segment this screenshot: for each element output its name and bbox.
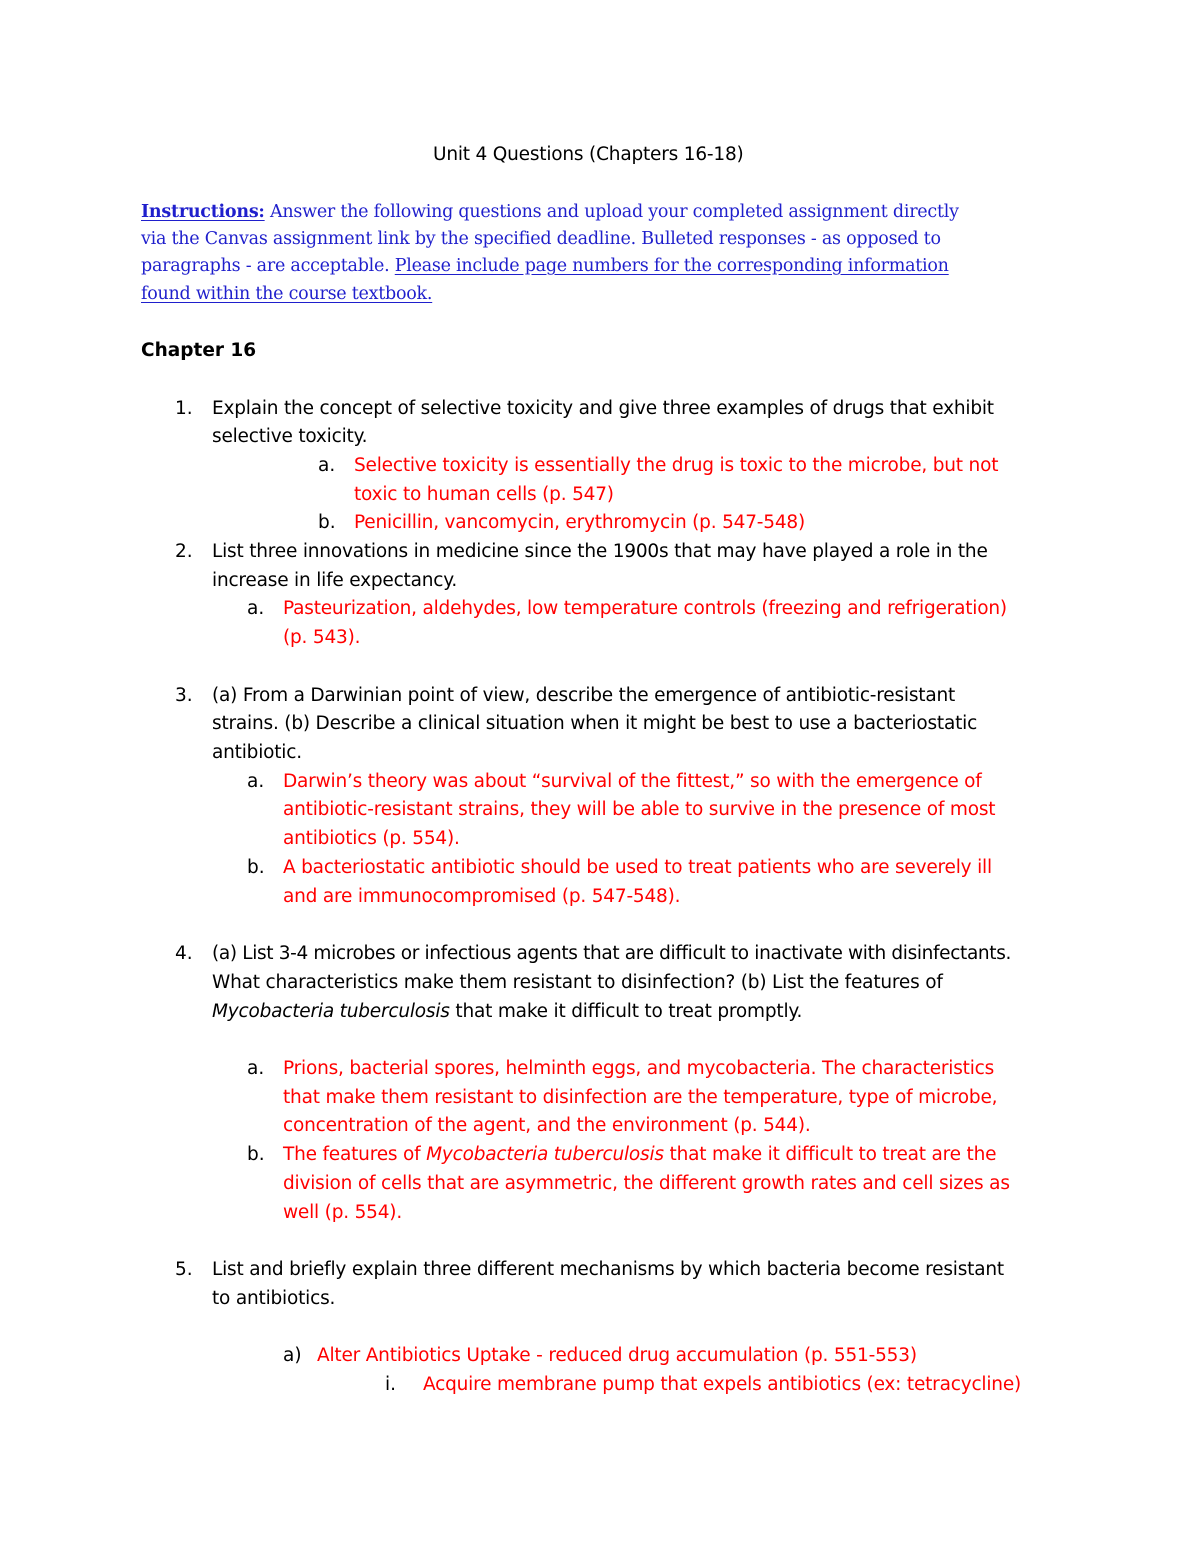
- answer-marker: b.: [247, 1144, 265, 1165]
- answer-text: antibiotics (p. 554).: [283, 828, 460, 849]
- answer-text: (p. 543).: [283, 627, 361, 648]
- answer-text: toxic to human cells (p. 547): [354, 484, 614, 505]
- answer-text: well (p. 554).: [283, 1202, 403, 1223]
- answer-text: antibiotic-resistant strains, they will be able to survive in the presence of most: [283, 799, 996, 820]
- chapter-heading: Chapter 16: [141, 340, 257, 361]
- answer-text: Acquire membrane pump that expels antibiotics (ex: tetracycline): [423, 1374, 1022, 1395]
- instructions-line-3: [141, 256, 949, 276]
- answer-text: Selective toxicity is essentially the drug is toxic to the microbe, but not: [354, 455, 999, 476]
- instructions-line-2: via the Canvas assignment link by the specified deadline. Bulleted responses - as opposed to: [141, 229, 941, 249]
- answer-text: Prions, bacterial spores, helminth eggs, and mycobacteria. The characteristics: [283, 1058, 995, 1079]
- question-number: 3.: [175, 685, 193, 706]
- answer-text: A bacteriostatic antibiotic should be used to treat patients who are severely ill: [283, 857, 992, 878]
- instructions-text: Answer the following questions and upload your completed assignment directly: [264, 202, 959, 222]
- answer-marker: a.: [247, 1058, 265, 1079]
- instructions-text: paragraphs - are acceptable.: [141, 256, 395, 276]
- instructions-line-4: [141, 284, 432, 304]
- document-title: Unit 4 Questions (Chapters 16-18): [433, 144, 744, 165]
- species-name: Mycobacteria tuberculosis: [212, 1001, 450, 1022]
- answer-text: and are immunocompromised (p. 547-548).: [283, 886, 681, 907]
- answer-text-post: that make it difficult to treat are the: [663, 1144, 997, 1165]
- answer-text: [283, 1144, 996, 1165]
- question-text: antibiotic.: [212, 742, 302, 763]
- question-number: 1.: [175, 398, 193, 419]
- question-text: What characteristics make them resistant to disinfection? (b) List the features of: [212, 972, 943, 993]
- answer-text: division of cells that are asymmetric, the different growth rates and cell sizes as: [283, 1173, 1010, 1194]
- question-text: List and briefly explain three different mechanisms by which bacteria become resistant: [212, 1259, 1004, 1280]
- question-text: (a) List 3-4 microbes or infectious agents that are difficult to inactivate with disinfectants.: [212, 943, 1012, 964]
- instructions-label: Instructions:: [141, 202, 265, 222]
- answer-marker: a.: [247, 598, 265, 619]
- instructions-line-1: [141, 202, 959, 222]
- answer-text-pre: The features of: [283, 1144, 427, 1165]
- question-number: 4.: [175, 943, 193, 964]
- answer-marker: a): [283, 1345, 302, 1366]
- question-number: 2.: [175, 541, 193, 562]
- page-number-note: found within the course textbook.: [141, 284, 433, 304]
- question-text: to antibiotics.: [212, 1288, 336, 1309]
- answer-marker: a.: [247, 771, 265, 792]
- answer-text: Darwin’s theory was about “survival of the fittest,” so with the emergence of: [283, 771, 982, 792]
- question-text: increase in life expectancy.: [212, 570, 458, 591]
- answer-marker: b.: [247, 857, 265, 878]
- answer-marker: a.: [318, 455, 336, 476]
- answer-text: Alter Antibiotics Uptake - reduced drug accumulation (p. 551-553): [317, 1345, 917, 1366]
- question-text: (a) From a Darwinian point of view, describe the emergence of antibiotic-resistant: [212, 685, 956, 706]
- question-number: 5.: [175, 1259, 193, 1280]
- species-name: Mycobacteria tuberculosis: [426, 1144, 664, 1165]
- answer-text: concentration of the agent, and the environment (p. 544).: [283, 1115, 811, 1136]
- answer-text: Pasteurization, aldehydes, low temperature controls (freezing and refrigeration): [283, 598, 1007, 619]
- question-text-rest: that make it difficult to treat promptly.: [449, 1001, 803, 1022]
- answer-text: Penicillin, vancomycin, erythromycin (p. 547-548): [354, 512, 805, 533]
- question-text: [212, 1001, 802, 1022]
- answer-marker: i.: [385, 1374, 397, 1395]
- question-text: List three innovations in medicine since the 1900s that may have played a role in the: [212, 541, 988, 562]
- answer-marker: b.: [318, 512, 336, 533]
- answer-text: that make them resistant to disinfection are the temperature, type of microbe,: [283, 1087, 998, 1108]
- question-text: Explain the concept of selective toxicity and give three examples of drugs that exhibit: [212, 398, 994, 419]
- question-text: selective toxicity.: [212, 426, 368, 447]
- page-number-note: Please include page numbers for the corresponding information: [394, 256, 949, 276]
- question-text: strains. (b) Describe a clinical situation when it might be best to use a bacteriostatic: [212, 713, 978, 734]
